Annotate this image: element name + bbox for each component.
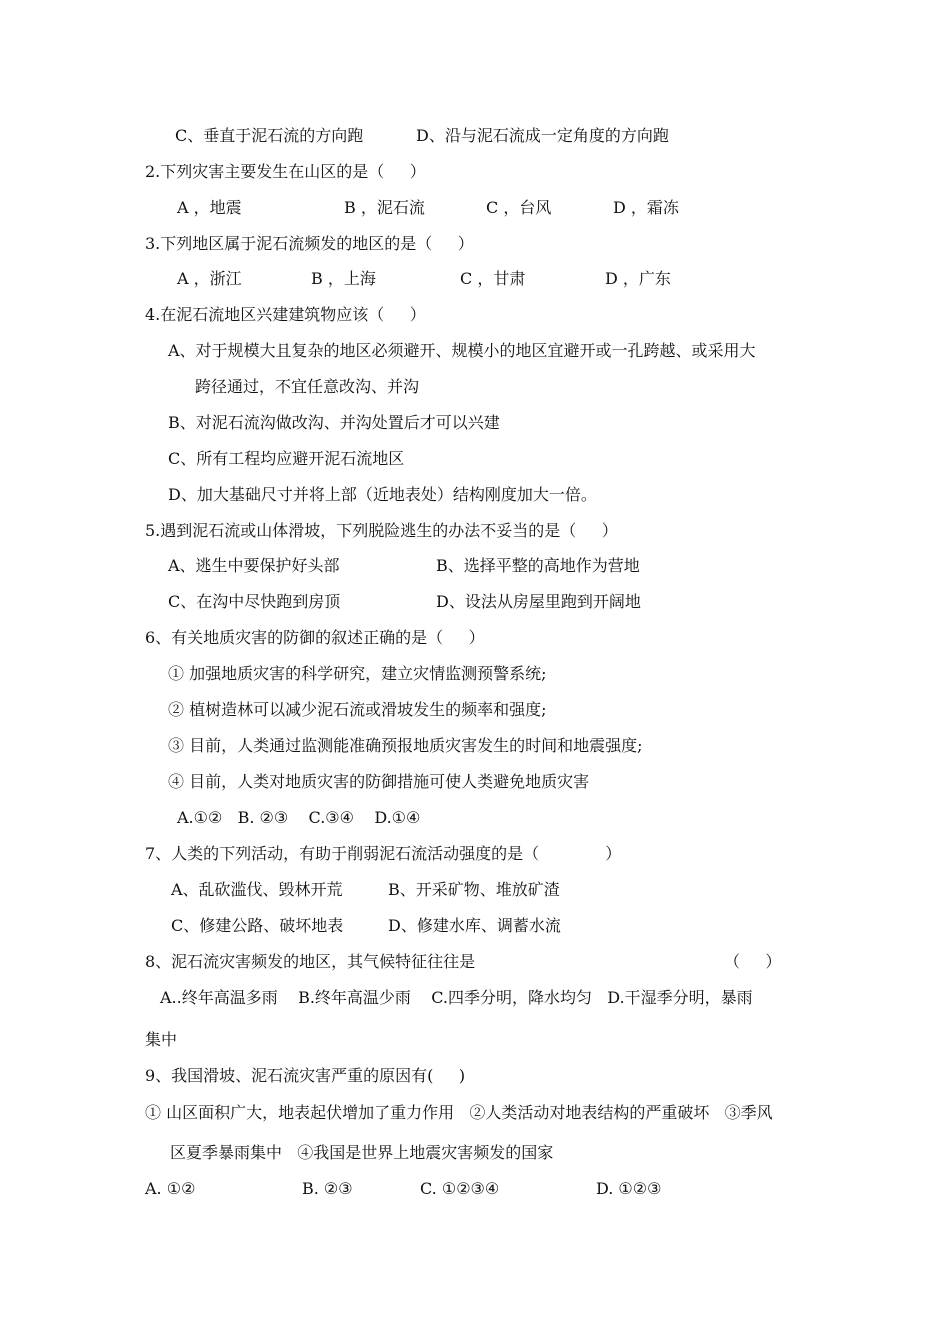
q7-option-a: A、乱砍滥伐、毁林开荒 xyxy=(171,880,343,899)
q3-option-d: D ，广东 xyxy=(605,269,671,288)
q2-option-a: A ，地震 xyxy=(177,198,242,217)
q6-item-4: ④ 目前，人类对地质灾害的防御措施可使人类避免地质灾害 xyxy=(168,772,590,791)
q9-option-b: B. ②③ xyxy=(302,1179,353,1198)
q5-option-d: D、设法从房屋里跑到开阔地 xyxy=(436,592,641,611)
q9-option-d: D. ①②③ xyxy=(596,1179,662,1198)
q4-option-a-cont: 跨径通过，不宜任意改沟、并沟 xyxy=(195,377,420,396)
q7-option-d: D、修建水库、调蓄水流 xyxy=(388,916,561,935)
q5-option-a: A、逃生中要保护好头部 xyxy=(168,556,340,575)
q4-stem: 4.在泥石流地区兴建建筑物应该（ ） xyxy=(145,305,426,324)
q6-item-1: ① 加强地质灾害的科学研究，建立灾情监测预警系统; xyxy=(168,664,547,683)
q8-options: A..终年高温多雨 B.终年高温少雨 C.四季分明，降水均匀 D.干湿季分明，暴雨 xyxy=(160,988,753,1007)
q7-option-c: C、修建公路、破坏地表 xyxy=(171,916,344,935)
q7-option-b: B、开采矿物、堆放矿渣 xyxy=(388,880,560,899)
q5-stem: 5.遇到泥石流或山体滑坡，下列脱险逃生的办法不妥当的是（ ） xyxy=(145,521,618,540)
q1-option-c: C、垂直于泥石流的方向跑 xyxy=(175,126,364,145)
q2-stem: 2.下列灾害主要发生在山区的是（ ） xyxy=(145,162,426,181)
q5-option-c: C、在沟中尽快跑到房顶 xyxy=(168,592,341,611)
q7-stem: 7、人类的下列活动，有助于削弱泥石流活动强度的是（ ） xyxy=(145,844,622,863)
q9-stem: 9、我国滑坡、泥石流灾害严重的原因有( ) xyxy=(145,1066,466,1085)
q3-option-b: B ，上海 xyxy=(311,269,376,288)
q2-option-b: B ，泥石流 xyxy=(344,198,425,217)
q4-option-a: A、对于规模大且复杂的地区必须避开、规模小的地区宜避开或一孔跨越、或采用大 xyxy=(168,341,756,360)
q9-items-cont: 区夏季暴雨集中 ④我国是世界上地震灾害频发的国家 xyxy=(170,1143,554,1162)
q6-stem: 6、有关地质灾害的防御的叙述正确的是（ ） xyxy=(145,628,485,647)
q2-option-c: C ，台风 xyxy=(486,198,552,217)
q6-item-3: ③ 目前，人类通过监测能准确预报地质灾害发生的时间和地震强度; xyxy=(168,736,643,755)
q8-answer-parens: （ ） xyxy=(724,952,782,971)
q3-option-c: C ，甘肃 xyxy=(460,269,526,288)
q9-option-a: A. ①② xyxy=(145,1179,196,1198)
q4-option-d: D、加大基础尺寸并将上部（近地表处）结构刚度加大一倍。 xyxy=(168,485,597,504)
q9-items: ① 山区面积广大，地表起伏增加了重力作用 ②人类活动对地表结构的严重破坏 ③季风 xyxy=(145,1103,773,1122)
q9-option-c: C. ①②③④ xyxy=(420,1179,500,1198)
q6-options: A.①② B. ②③ C.③④ D.①④ xyxy=(177,808,421,827)
q8-options-cont: 集中 xyxy=(145,1030,178,1049)
q1-option-d: D、沿与泥石流成一定角度的方向跑 xyxy=(416,126,669,145)
q2-option-d: D ，霜冻 xyxy=(613,198,679,217)
q4-option-b: B、对泥石流沟做改沟、并沟处置后才可以兴建 xyxy=(168,413,500,432)
q5-option-b: B、选择平整的高地作为营地 xyxy=(436,556,640,575)
q6-item-2: ② 植树造林可以减少泥石流或滑坡发生的频率和强度; xyxy=(168,700,547,719)
q3-stem: 3.下列地区属于泥石流频发的地区的是（ ） xyxy=(145,234,474,253)
q4-option-c: C、所有工程均应避开泥石流地区 xyxy=(168,449,405,468)
q8-stem: 8、泥石流灾害频发的地区，其气候特征往往是 xyxy=(145,952,476,971)
q3-option-a: A ，浙江 xyxy=(177,269,242,288)
